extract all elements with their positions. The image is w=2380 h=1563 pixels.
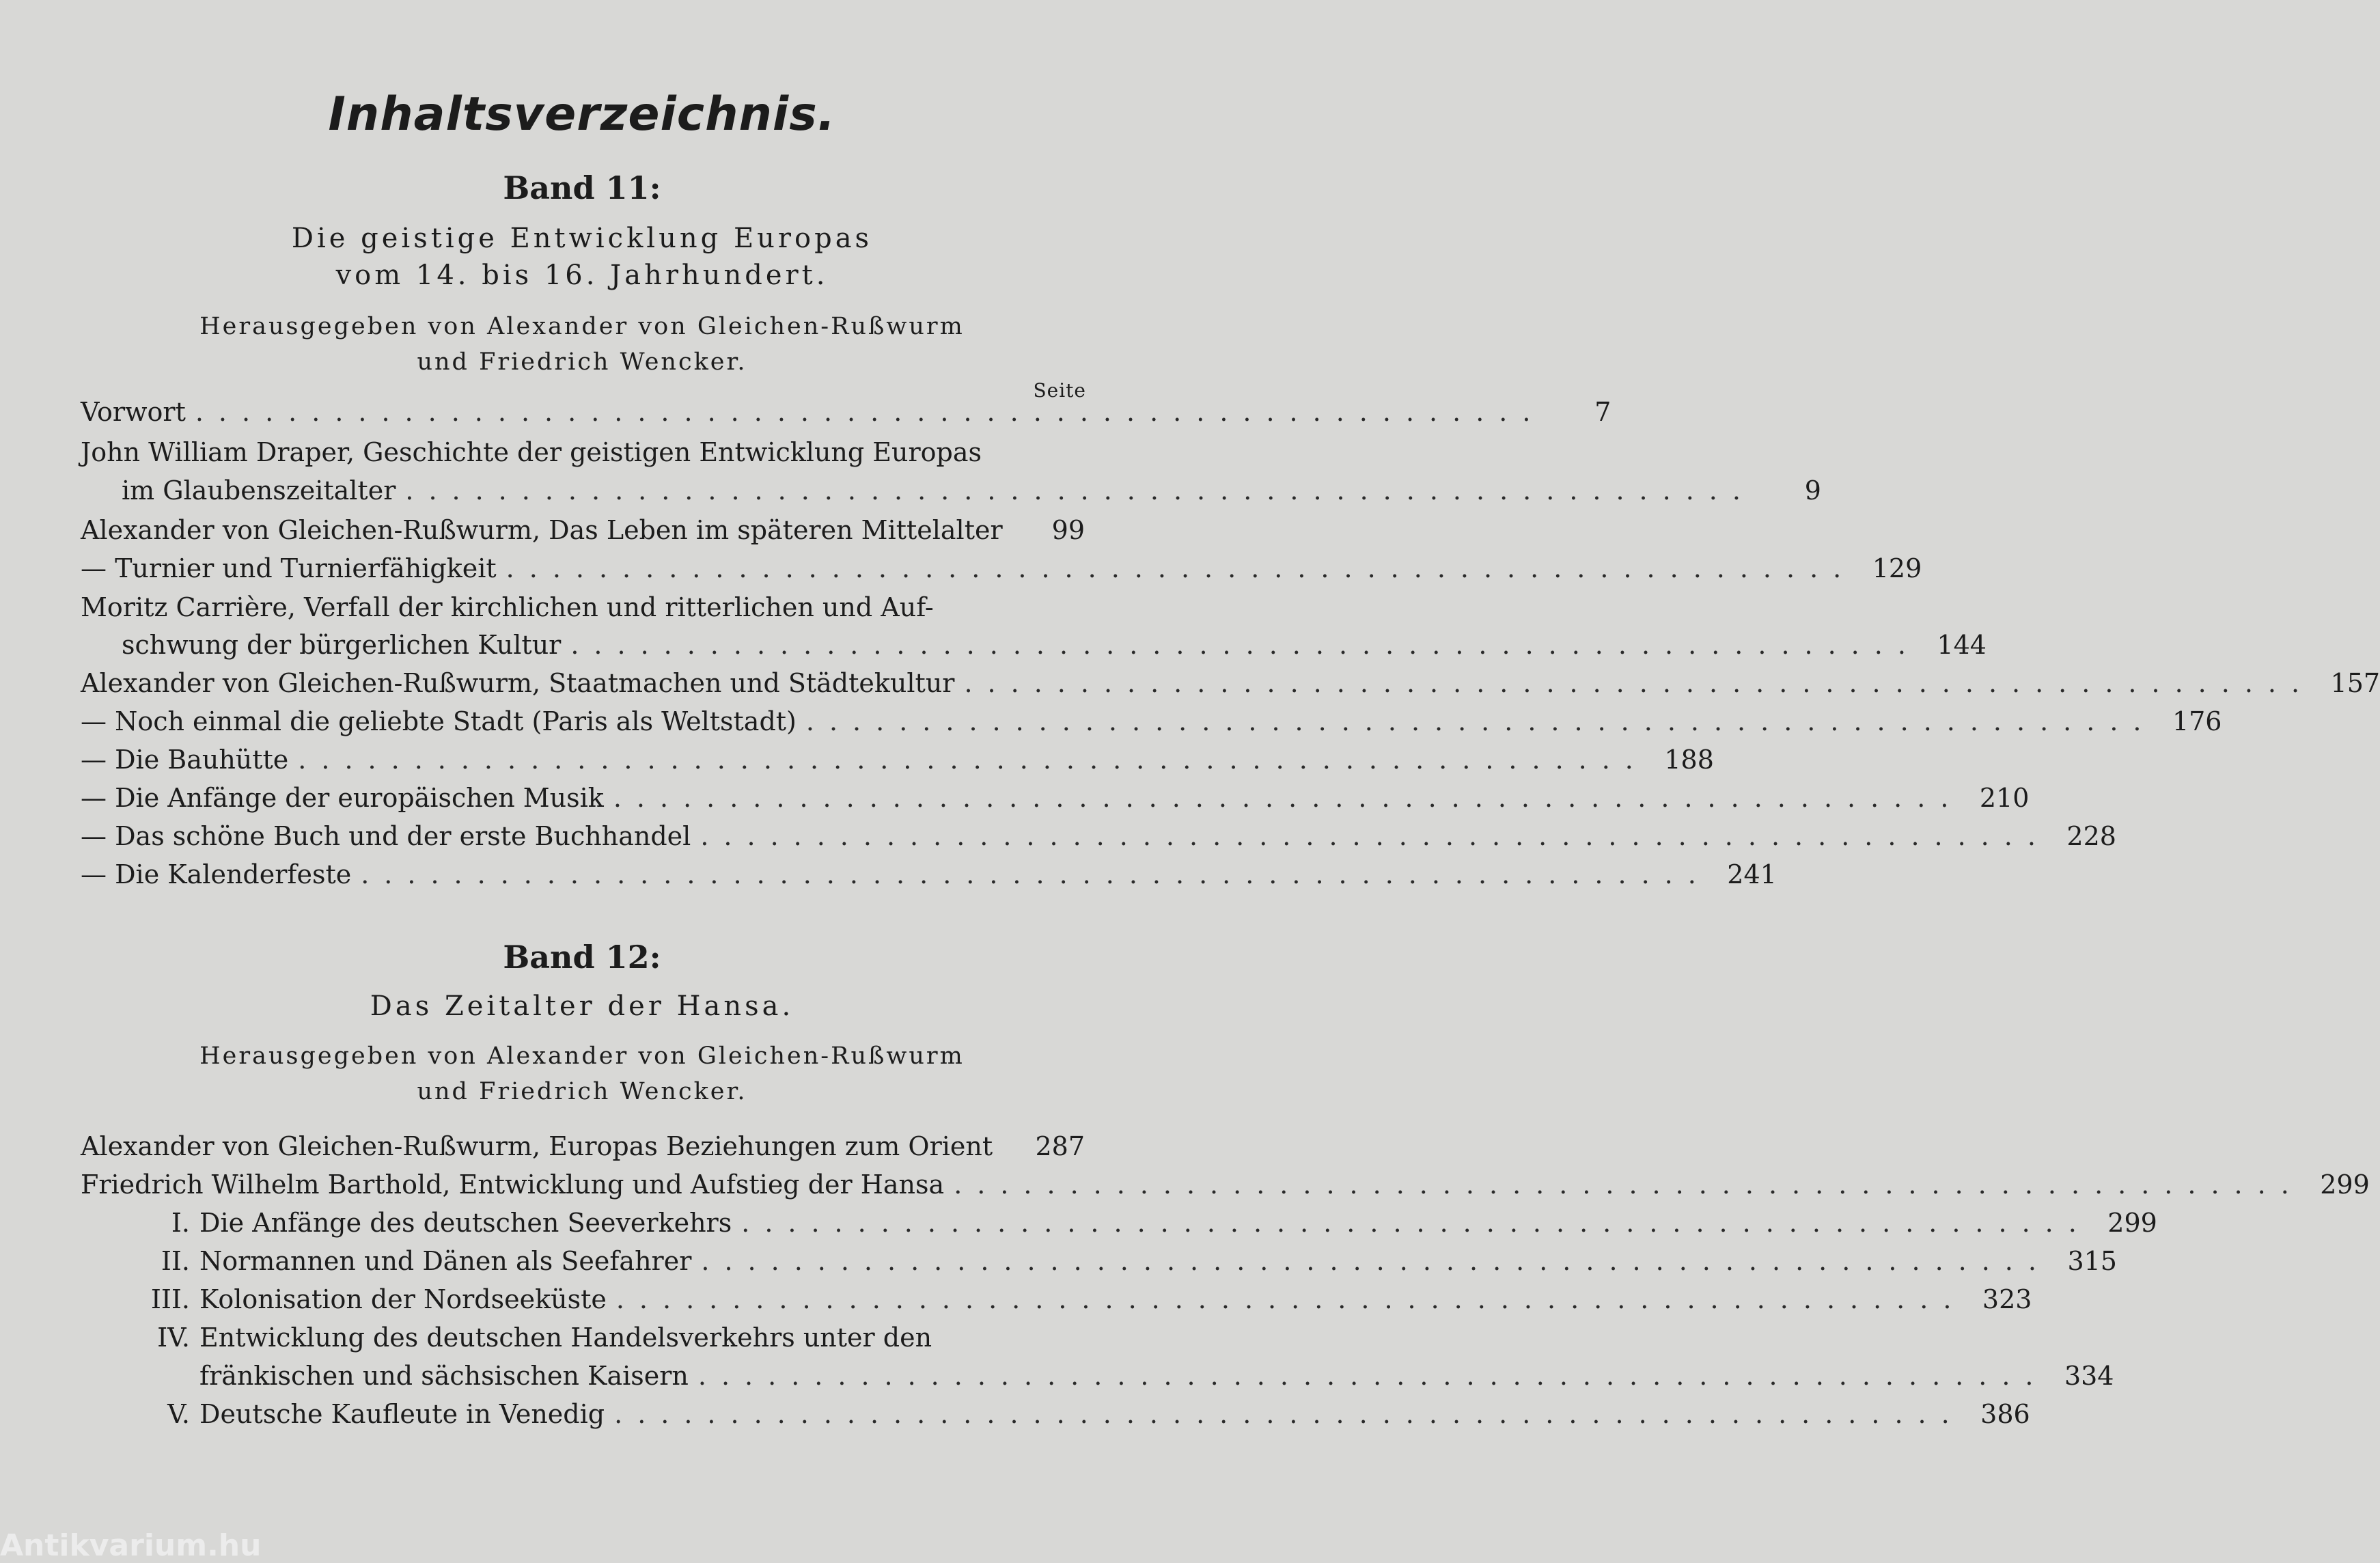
leader-dots: .......................................................... <box>361 859 1711 889</box>
page-column-label: Seite <box>1033 379 1086 402</box>
toc-entry-page: 241 <box>1727 859 1777 889</box>
band-12-editors-line-1: Herausgegeben von Alexander von Gleichen-Rußwurm <box>199 1042 965 1070</box>
leader-dots: .......................................................... <box>613 783 1964 813</box>
toc-entry-title: Entwicklung des deutschen Handelsverkehrs unter den <box>199 1323 932 1353</box>
toc-entry-page: 144 <box>1937 630 1987 660</box>
toc-entry-continuation <box>122 475 1821 506</box>
toc-entry-title: Alexander von Gleichen-Rußwurm, Europas Beziehungen zum Orient <box>81 1131 993 1161</box>
toc-entry-title: — Noch einmal die geliebte Stadt (Paris als Weltstadt) <box>81 706 797 736</box>
leader-dots: .......................................................... <box>614 1399 1965 1429</box>
watermark: Antikvarium.hu <box>0 1528 262 1563</box>
band-12-editors-line-2: und Friedrich Wencker. <box>417 1078 747 1105</box>
toc-entry-title: Alexander von Gleichen-Rußwurm, Staatmachen und Städtekultur <box>81 668 955 698</box>
leader-dots: .......................................................... <box>615 1284 1967 1314</box>
toc-entry-title: im Glaubenszeitalter <box>122 475 396 506</box>
leader-dots: .......................................................... <box>700 821 2051 851</box>
roman-numeral: IV. <box>157 1323 190 1353</box>
toc-entry <box>81 553 1922 583</box>
toc-entry-page: 7 <box>1594 397 1611 427</box>
toc-entry-page: 334 <box>2064 1361 2114 1391</box>
toc-entry-title: — Die Kalenderfeste <box>81 859 352 889</box>
leader-dots: .......................................................... <box>964 668 2315 698</box>
toc-entry-page: 188 <box>1664 745 1714 775</box>
toc-entry-title: Normannen und Dänen als Seefahrer <box>199 1246 692 1276</box>
leader-dots: .......................................................... <box>701 1246 2051 1276</box>
toc-entry-page: 287 <box>1035 1131 1085 1161</box>
toc-entry-page: 157 <box>2330 668 2380 698</box>
leader-dots: .......................................................... <box>298 745 1648 775</box>
toc-entry-title: Vorwort <box>81 397 186 427</box>
toc-entry <box>81 668 2380 698</box>
band-12-subtitle: Das Zeitalter der Hansa. <box>370 991 794 1022</box>
toc-entry-title: John William Draper, Geschichte der geistigen Entwicklung Europas <box>81 437 982 467</box>
toc-entry-page: 299 <box>2320 1170 2370 1200</box>
leader-dots: .......................................................... <box>805 706 2157 736</box>
toc-entry-title: — Die Anfänge der europäischen Musik <box>81 783 604 813</box>
toc-entry-page: 210 <box>1979 783 2030 813</box>
toc-entry-title: fränkischen und sächsischen Kaisern <box>199 1361 689 1391</box>
toc-entry-page: 228 <box>2066 821 2116 851</box>
toc-entry-continuation <box>199 1361 2114 1391</box>
toc-entry-title: — Die Bauhütte <box>81 745 289 775</box>
toc-entry <box>81 745 1714 775</box>
leader-dots: .......................................................... <box>570 630 1921 660</box>
toc-entry-title: — Turnier und Turnierfähigkeit <box>81 553 497 583</box>
toc-entry-title: Deutsche Kaufleute in Venedig <box>199 1399 605 1429</box>
roman-numeral: V. <box>167 1399 190 1429</box>
toc-entry <box>81 397 1611 427</box>
toc-entry <box>81 439 982 466</box>
leader-dots: .......................................................... <box>741 1208 2092 1238</box>
leader-dots: .......................................................... <box>506 553 1857 583</box>
toc-subentry <box>149 1208 2157 1238</box>
roman-numeral: II. <box>161 1246 190 1276</box>
toc-entry-page: 129 <box>1872 553 1922 583</box>
toc-entry-page: 386 <box>1980 1399 2030 1429</box>
toc-entry <box>81 594 934 621</box>
toc-entry <box>81 821 2116 851</box>
toc-entry-page: 176 <box>2172 706 2222 736</box>
toc-entry-title: Alexander von Gleichen-Rußwurm, Das Leben im späteren Mittelalter <box>81 515 1003 545</box>
toc-subentry <box>149 1399 2030 1429</box>
toc-subentry <box>149 1284 2032 1314</box>
toc-entry-title: schwung der bürgerlichen Kultur <box>122 630 562 660</box>
toc-entry <box>81 1133 1085 1160</box>
toc-entry <box>81 706 2222 736</box>
toc-entry-page: 9 <box>1804 475 1821 506</box>
leader-dots: .......................................................... <box>405 475 1756 506</box>
toc-entry-page: 315 <box>2067 1246 2117 1276</box>
roman-numeral: III. <box>150 1284 190 1314</box>
toc-subentry <box>149 1324 932 1351</box>
toc-entry-continuation <box>122 630 1987 660</box>
toc-entry-title: Friedrich Wilhelm Barthold, Entwicklung und Aufstieg der Hansa <box>81 1170 945 1200</box>
band-11-subtitle-line-1: Die geistige Entwicklung Europas <box>291 223 873 254</box>
toc-entry-title: Kolonisation der Nordseeküste <box>199 1284 607 1314</box>
toc-entry-title: — Das schöne Buch und der erste Buchhandel <box>81 821 691 851</box>
toc-entry <box>81 859 1777 889</box>
leader-dots: .......................................................... <box>195 397 1546 427</box>
toc-subentry <box>149 1246 2117 1276</box>
toc-entry <box>81 1170 2370 1200</box>
band-11-heading: Band 11: <box>503 169 661 206</box>
band-11-editors-line-1: Herausgegeben von Alexander von Gleichen-Rußwurm <box>199 313 965 340</box>
band-11-editors-line-2: und Friedrich Wencker. <box>417 348 747 376</box>
leader-dots: .......................................................... <box>954 1170 2304 1200</box>
page-title: Inhaltsverzeichnis. <box>328 87 836 141</box>
toc-entry-page: 323 <box>1982 1284 2032 1314</box>
band-11-subtitle-line-2: vom 14. bis 16. Jahrhundert. <box>335 260 829 291</box>
band-12-heading: Band 12: <box>503 939 661 976</box>
toc-entry <box>81 516 1085 544</box>
leader-dots: .......................................................... <box>697 1361 2049 1391</box>
toc-entry-page: 99 <box>1051 515 1085 545</box>
roman-numeral: I. <box>171 1208 190 1238</box>
toc-entry-title: Moritz Carrière, Verfall der kirchlichen und ritterlichen und Auf- <box>81 592 934 622</box>
toc-entry-title: Die Anfänge des deutschen Seeverkehrs <box>199 1208 732 1238</box>
toc-entry-page: 299 <box>2107 1208 2157 1238</box>
toc-entry <box>81 783 2030 813</box>
